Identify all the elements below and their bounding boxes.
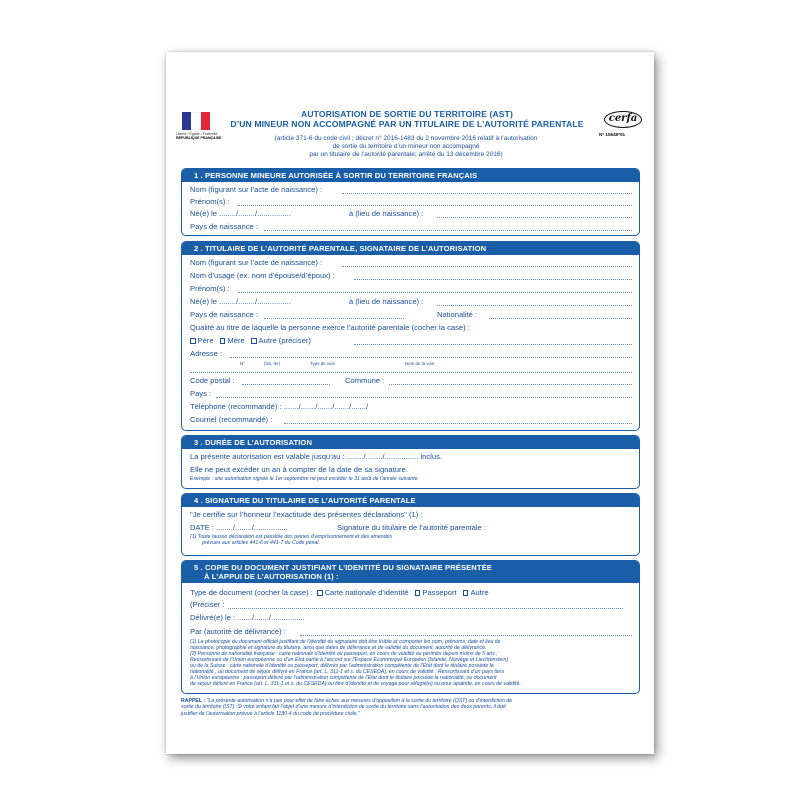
- rappel-line-3: justifier de l’autorisation prévue à l’article 1180-4 du code de procédure civile.": [181, 710, 360, 717]
- parent-prenoms-label: Prénom(s) :: [190, 284, 230, 293]
- signature-note-1: (1) Toute fausse déclaration est passible des peines d’emprisonnement et des amendes: [190, 534, 392, 540]
- duration-rule: Elle ne peut excéder un an à compter de la date de sa signature.: [190, 465, 408, 474]
- adresse-hint-nom: Nom de la voie: [405, 361, 435, 366]
- parent-pays-field[interactable]: [264, 318, 404, 319]
- courriel-field[interactable]: [284, 423, 632, 424]
- parent-usage-field[interactable]: [354, 279, 632, 280]
- section-2-heading: 2 . TITULAIRE DE L’AUTORITÉ PARENTALE, SIGNATAIRE DE L’AUTORISATION: [182, 242, 639, 255]
- rappel-line-2: sortie du territoire (IST). Si votre enfant fait l’objet d’une mesure d’interdiction de sortie du territoire sans l’autorisation des deux parents, il doit: [181, 704, 506, 711]
- section-5-identity: [181, 560, 640, 694]
- flag-icon: [182, 112, 210, 130]
- preciser-field[interactable]: [228, 608, 623, 609]
- par-field[interactable]: [300, 635, 632, 636]
- identity-note-2: naissance, photographie et signature du titulaire, ainsi que dates de délivrance et de validité du document, autorité de délivrance.: [190, 645, 487, 651]
- cni-checkbox[interactable]: [317, 590, 323, 596]
- rappel-notice: [181, 698, 640, 717]
- adresse-label: Adresse :: [190, 349, 223, 358]
- identity-note-1: (1) La photocopie du document officiel justifiant de l’identité du signataire doit être lisible et comporter les nom, prénoms, date et lieu de: [190, 639, 501, 645]
- rappel-label: RAPPEL :: [181, 698, 206, 704]
- identity-note-8: de séjour délivré en France (art. L. 311-1 et s. du CESEDA) ou titre d’identité et de voyage pour réfugié(e) ou pour apatride, en cours de validité.: [190, 681, 521, 687]
- form-header: [166, 52, 654, 167]
- courriel-label: Courriel (recommandé) :: [190, 415, 273, 424]
- par-label: Par (autorité de délivrance) :: [190, 627, 286, 636]
- cp-field[interactable]: [242, 384, 330, 385]
- parent-nationalite-label: Nationalité :: [437, 310, 478, 319]
- minor-lieu-label: à (lieu de naissance) :: [349, 209, 424, 218]
- minor-prenoms-label: Prénom(s) :: [190, 197, 230, 206]
- pere-checkbox[interactable]: [190, 338, 196, 344]
- doc-type-row: [190, 588, 489, 597]
- minor-nom-label: Nom (figurant sur l’acte de naissance) :: [190, 185, 323, 194]
- adresse-hint-no: N°: [240, 361, 245, 366]
- pere-label: Père: [197, 336, 214, 345]
- identity-note-3: (2) Personne de nationalité française : carte nationale d’identité ou passeport, en cours de validité ou périmés depuis moins de 5 ans ;: [190, 651, 498, 657]
- parent-lieu-field[interactable]: [437, 305, 632, 306]
- commune-field[interactable]: [389, 384, 632, 385]
- minor-prenoms-field[interactable]: [238, 205, 632, 206]
- minor-pays-field[interactable]: [264, 230, 632, 231]
- identity-note-4: Ressortissant de l’Union européenne ou d’un État partie à l’accord sur l’Espace Économique Européen (Islande, Norvège et Liechtenstein): [190, 657, 509, 663]
- section-3-duration: [181, 435, 640, 489]
- parent-nom-field[interactable]: [342, 266, 632, 267]
- form-page: [166, 52, 654, 754]
- minor-birthdate-field[interactable]: Né(e) le ......../......../................: [190, 209, 291, 218]
- cerfa-logo: cerfa: [604, 111, 642, 128]
- adresse-field[interactable]: [230, 357, 632, 358]
- rappel-line-1: "La présente autorisation n’a pas pour effet de faire échec aux mesures d’opposition à la sortie du territoire (OST) ou d’interdiction de: [206, 698, 513, 704]
- adresse-hint-type: Type de voie: [310, 361, 335, 366]
- autre-doc-label: Autre: [470, 588, 489, 597]
- parent-nom-label: Nom (figurant sur l’acte de naissance) :: [190, 258, 323, 267]
- autre-checkbox[interactable]: [251, 338, 257, 344]
- marianne-logo: [176, 112, 220, 140]
- doc-type-label: Type de document (cocher la case) :: [190, 588, 313, 597]
- parent-qualite-options: [190, 336, 311, 345]
- section-4-signature: [181, 493, 640, 556]
- certification-text: "Je certifie sur l’honneur l’exactitude des présentes déclarations" (1) :: [190, 510, 423, 519]
- parent-nationalite-field[interactable]: [489, 318, 632, 319]
- mere-label: Mère: [227, 336, 245, 345]
- section-1-minor: [181, 168, 640, 236]
- parent-prenoms-field[interactable]: [238, 292, 632, 293]
- section-4-heading: 4 . SIGNATURE DU TITULAIRE DE L’AUTORITÉ PARENTALE: [182, 494, 639, 507]
- section-2-parent: [181, 241, 640, 431]
- parent-lieu-label: à (lieu de naissance) :: [349, 297, 424, 306]
- commune-label: Commune :: [345, 376, 385, 385]
- parent-usage-label: Nom d’usage (ex. nom d’épouse/d’époux) :: [190, 271, 335, 280]
- signature-date-field[interactable]: DATE : ......../......../................: [190, 523, 288, 532]
- cp-label: Code postal :: [190, 376, 235, 385]
- duration-example: Exemple : une autorisation signée le 1er septembre ne peut excéder le 31 août de l’année suivante.: [190, 476, 419, 482]
- logo-text: Liberté • Égalité • Fraternité RÉPUBLIQUE FRANÇAISE: [176, 132, 222, 140]
- autre-label: Autre (préciser): [258, 336, 311, 345]
- signature-note-2: prévues aux articles 441-6 et 441-7 du Code pénal.: [202, 540, 320, 546]
- validity-date-field[interactable]: La présente autorisation est valable jusqu’au : ......../......../................ inclus.: [190, 452, 442, 461]
- form-subtitle: (article 371-6 du code civil ; décret n° 2016-1483 du 2 novembre 2016 relatif à l’autorisation de sortie du territoire d’un mineur non accompagné par un titulaire de l’autorité parentale; arrêté du 13 décembre 2016): [274, 135, 538, 158]
- adresse-hint-bis: (bis, ter): [264, 361, 281, 366]
- parent-qualite-label: Qualité au titre de laquelle la personne exerce l’autorité parentale (cocher la case) :: [190, 323, 470, 332]
- passeport-checkbox[interactable]: [415, 590, 421, 596]
- cerfa-number: N° 15646*01: [599, 132, 626, 137]
- parent-birthdate-field[interactable]: Né(e) le ......../......../................: [190, 297, 291, 306]
- autre-doc-checkbox[interactable]: [463, 590, 469, 596]
- section-3-heading: 3 . DURÉE DE L’AUTORISATION: [182, 436, 639, 449]
- delivre-date-field[interactable]: Délivré(e) le : ......./......./................: [190, 613, 305, 622]
- section-1-heading: 1 . PERSONNE MINEURE AUTORISÉE À SORTIR DU TERRITOIRE FRANÇAIS: [182, 169, 639, 182]
- section-5-heading-line1: 5 . COPIE DU DOCUMENT JUSTIFIANT L’IDENTITÉ DU SIGNATAIRE PRÉSENTÉE: [194, 563, 492, 572]
- telephone-field[interactable]: Téléphone (recommandé) : ......./......./......./......./......./: [190, 402, 369, 411]
- signature-label: Signature du titulaire de l’autorité parentale :: [337, 523, 487, 532]
- minor-pays-label: Pays de naissance :: [190, 222, 258, 231]
- minor-nom-field[interactable]: [342, 193, 632, 194]
- identity-note-6: nationalité , ou document de séjour délivré en France (art. L. 311-1 et s. du CESEDA), en cours de validité ; Ressortissant d’un pays tiers: [190, 669, 505, 675]
- identity-note-5: ou de la Suisse : carte nationale d’identité ou passeport, délivrés par l’administration compétente de l’État dont le titulaire possède la: [190, 663, 494, 669]
- cni-label: Carte nationale d’identité: [324, 588, 409, 597]
- passeport-label: Passeport: [422, 588, 457, 597]
- pays-field[interactable]: [216, 397, 632, 398]
- parent-pays-label: Pays de naissance :: [190, 310, 258, 319]
- section-5-heading-line2: À L’APPUI DE L’AUTORISATION (1) :: [204, 572, 339, 581]
- form-title: AUTORISATION DE SORTIE DU TERRITOIRE (AST) D’UN MINEUR NON ACCOMPAGNÉ PAR UN TITULAIRE DE L’AUTORITÉ PARENTALE: [230, 109, 584, 129]
- pays-label: Pays :: [190, 389, 212, 398]
- identity-note-7: à l’Union européenne : passeport délivré par l’administration compétente de l’État dont le titulaire possède la nationalité, ou document: [190, 675, 497, 681]
- minor-lieu-field[interactable]: [437, 217, 632, 218]
- section-5-heading: [182, 561, 639, 583]
- adresse-field-line2[interactable]: [190, 372, 632, 373]
- mere-checkbox[interactable]: [220, 338, 226, 344]
- autre-preciser-field[interactable]: [354, 344, 632, 345]
- preciser-label: (Préciser :: [190, 600, 225, 609]
